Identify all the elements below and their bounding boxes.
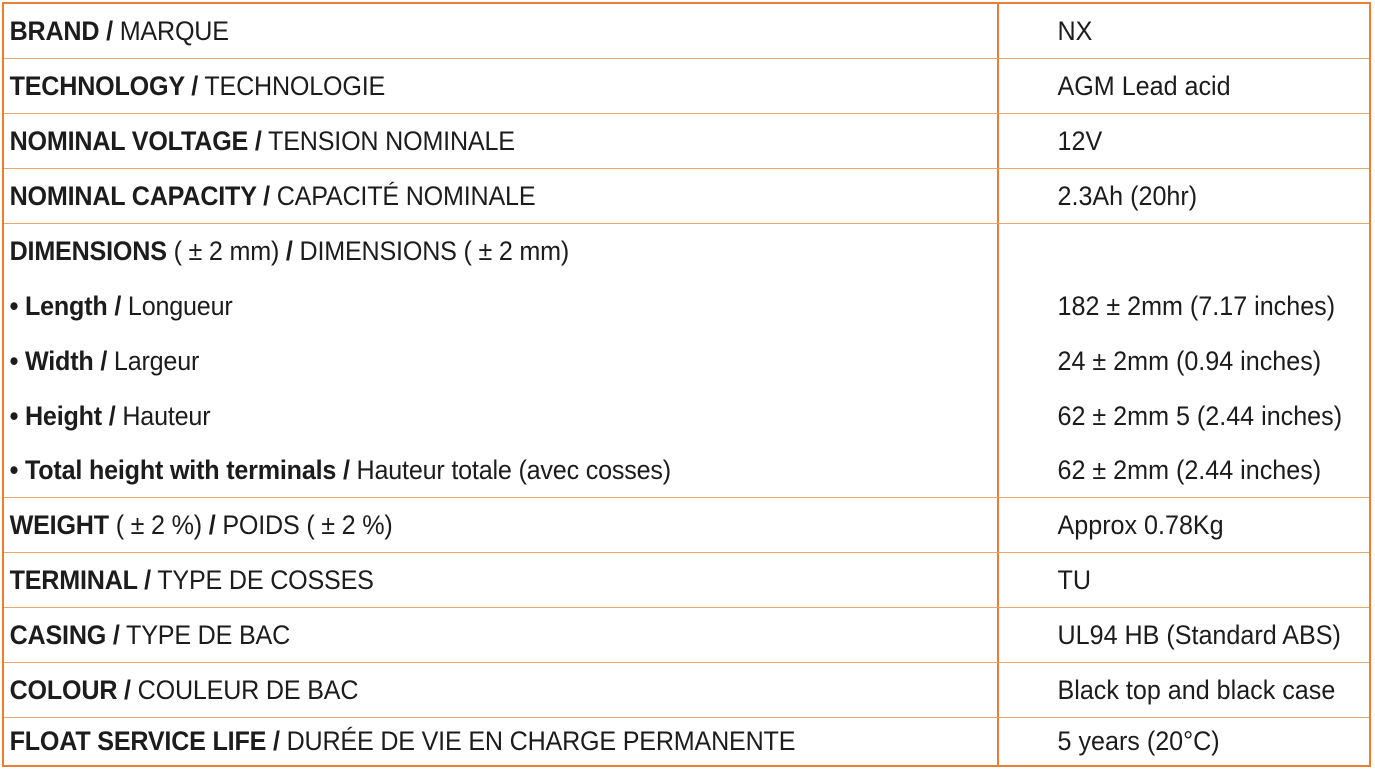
label-fr: POIDS ( ± 2 %): [215, 509, 393, 540]
label-en: • Width /: [9, 346, 108, 376]
row-label: [4, 565, 928, 596]
label-fr: Hauteur: [115, 401, 211, 431]
row-value: Black top and black case: [1057, 674, 1336, 705]
row-value: Approx 0.78Kg: [1057, 509, 1224, 540]
label-fr: TECHNOLOGIE: [198, 70, 386, 101]
label-fr: CAPACITÉ NOMINALE: [269, 180, 536, 211]
label-fr: COULEUR DE BAC: [130, 674, 359, 705]
row-label: [4, 181, 928, 212]
row-label: [4, 291, 928, 322]
table-row: [4, 4, 1369, 59]
row-label: [4, 675, 928, 706]
row-value: TU: [1057, 564, 1091, 595]
label-en: DIMENSIONS: [9, 236, 167, 266]
row-value: 5 years (20°C): [1057, 726, 1220, 756]
table-row: [4, 279, 1369, 334]
label-en: NOMINAL VOLTAGE /: [9, 125, 262, 156]
spec-table: [2, 2, 1371, 767]
label-en: COLOUR /: [9, 674, 131, 705]
label-separator: /: [208, 509, 216, 540]
row-label: [4, 126, 928, 157]
row-value: AGM Lead acid: [1057, 70, 1231, 101]
row-value: 24 ± 2mm (0.94 inches): [1057, 346, 1322, 376]
label-en: • Total height with terminals /: [9, 455, 350, 485]
label-en: • Height /: [9, 401, 116, 431]
table-row: [4, 59, 1369, 114]
row-value: 62 ± 2mm (2.44 inches): [1057, 455, 1322, 485]
table-row: [4, 553, 1369, 608]
table-row: [4, 224, 1369, 279]
label-tolerance: ( ± 2 mm): [166, 236, 286, 266]
label-en: TECHNOLOGY /: [9, 70, 199, 101]
label-en: NOMINAL CAPACITY /: [9, 180, 270, 211]
label-en: • Length /: [9, 291, 122, 321]
label-fr: TYPE DE BAC: [119, 619, 291, 650]
label-en: WEIGHT: [9, 509, 109, 540]
row-label: [4, 71, 928, 102]
row-label: [4, 236, 928, 267]
label-en: TERMINAL /: [9, 564, 151, 595]
table-row: [4, 169, 1369, 224]
label-fr: TENSION NOMINALE: [261, 125, 515, 156]
label-fr: MARQUE: [112, 15, 229, 46]
label-fr: Hauteur totale (avec cosses): [349, 455, 671, 485]
table-row: [4, 718, 1369, 765]
row-value: 62 ± 2mm 5 (2.44 inches): [1057, 401, 1343, 431]
row-label: [4, 16, 928, 47]
label-fr: DURÉE DE VIE EN CHARGE PERMANENTE: [279, 726, 796, 756]
table-row: [4, 608, 1369, 663]
row-value: NX: [1057, 15, 1093, 46]
table-row: [4, 114, 1369, 169]
row-label: [4, 455, 928, 486]
table-row: [4, 663, 1369, 718]
label-en: BRAND /: [9, 15, 113, 46]
table-row: [4, 498, 1369, 553]
label-separator: /: [285, 236, 293, 266]
table-row: [4, 334, 1369, 389]
table-row: [4, 389, 1369, 444]
row-label: [4, 346, 928, 377]
row-value: 2.3Ah (20hr): [1057, 180, 1198, 211]
row-label: [4, 510, 928, 541]
row-value: UL94 HB (Standard ABS): [1057, 619, 1341, 650]
label-fr: TYPE DE COSSES: [150, 564, 374, 595]
label-fr: DIMENSIONS ( ± 2 mm): [292, 236, 570, 266]
row-value: 12V: [1057, 125, 1103, 156]
label-fr: Longueur: [121, 291, 233, 321]
row-value: 182 ± 2mm (7.17 inches): [1057, 291, 1336, 321]
row-label: [4, 726, 928, 757]
row-label: [4, 620, 928, 651]
label-tolerance: ( ± 2 %): [108, 509, 209, 540]
label-fr: Largeur: [107, 346, 200, 376]
label-en: FLOAT SERVICE LIFE /: [9, 726, 280, 756]
label-en: CASING /: [9, 619, 120, 650]
row-label: [4, 401, 928, 432]
table-row: [4, 444, 1369, 498]
